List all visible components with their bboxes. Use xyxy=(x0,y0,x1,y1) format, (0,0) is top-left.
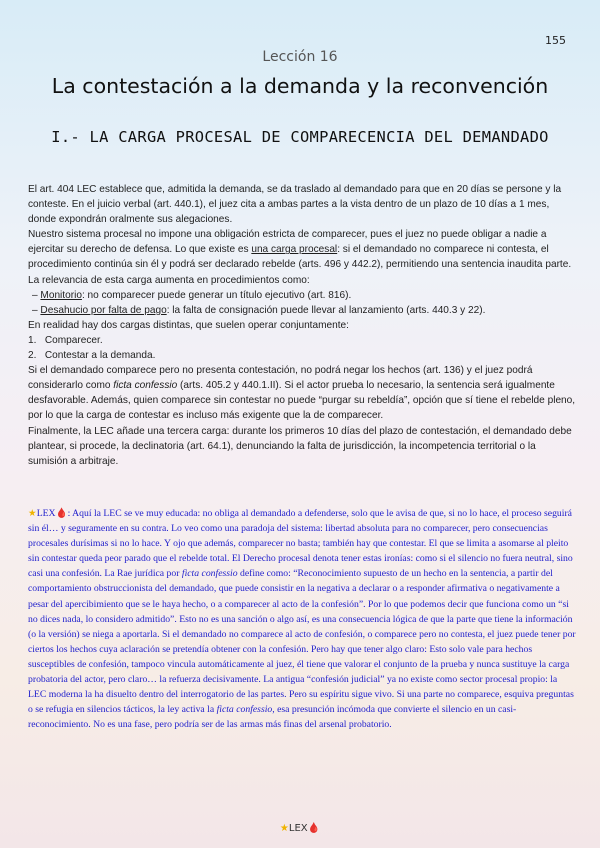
text-span: define como: “Reconocimiento supuesto de un hecho en la sentencia, a partir del comportamiento obstruccionista del demandado, que puede consistir en la negativa a declarar o a responder afirmativa o negativamente a pesar del apercibimiento que se le haya hecho, o a comparecer al acto de la confesión”. Por lo que podemos decir que funciona como un “si no dices nada, lo considero admitido”. Esto no es una sanción o algo así, es una consecuencia lógica de que la parte que tiene la información (o la versión) se niega a aportarla. Si el demandado no comparece al acto de confesión, o comparece pero no contesta, el juez puede tener por ciertos los hechos cuya aclaración se pretendía obtener con la confesión. Pero hay que tener algo claro: Esto solo vale para hechos susceptibles de confesión, tampoco vincula automáticamente al juez, él tiene que valorar el conjunto de la prueba y nunca sustituye la carga probatoria del actor, pero claro… la refuerza decisivamente. La antigua “confesión judicial” ya no existe como sector procesal propio: la LEC moderna la ha disuelto dentro del interrogatorio de las partes. Pero su espíritu sigue vivo. Si una parte no comparece, esquiva preguntas o se refugia en silencios tácticos, la ley activa la xyxy=(28,568,576,716)
text-span: : no comparecer puede generar un título ejecutivo (art. 816). xyxy=(81,289,352,301)
text-span: Contestar a la demanda. xyxy=(44,350,156,362)
text-span: (arts. 405.2 y 440.1.II). Si el actor prueba lo necesario, la sentencia será igualmente desfavorable. Además, quien comparece sin contestar no puede “purgar su rebeldía”, opción que sí tiene el rebelde pleno, por lo que la carga de contestar es incluso más exigente que la de comparecer. xyxy=(28,380,576,422)
note-paragraph xyxy=(28,506,576,732)
blood-drop-icon: 🩸 xyxy=(307,823,321,834)
note-brand: LEX xyxy=(36,508,56,519)
numbered-item: 2. Contestar a la demanda. xyxy=(28,350,156,362)
text-span: , esa presunción incómoda que convierte el silencio en un casi-reconocimiento. No es una fase, pero podría ser de las armas más finas del arsenal probatorio. xyxy=(28,704,517,731)
paragraph xyxy=(28,227,576,272)
text-span: Si el demandado comparece pero no presenta contestación, no podrá negar los hechos (art. 136) y el juez podrá considerarlo como xyxy=(28,365,533,392)
text-span: : si el demandado no comparece ni contesta, el procedimiento continúa sin él y podrá ser declarado rebelde (arts. 496 y 442.2), permitiendo una sentencia inaudita parte. xyxy=(28,244,572,271)
star-icon: ★ xyxy=(279,823,289,834)
list-item: – Monitorio: no comparecer puede generar un título ejecutivo (art. 816). xyxy=(32,289,352,301)
italic-term: ficta confessio xyxy=(216,704,273,716)
underlined-term: Desahucio por falta de pago xyxy=(40,304,167,316)
lesson-label: Lección 16 xyxy=(262,49,338,65)
footer-brand xyxy=(0,823,600,834)
body-text xyxy=(28,182,576,469)
text-span: Comparecer. xyxy=(44,334,103,346)
footer-brand-label: LEX xyxy=(288,823,308,834)
blood-drop-icon: 🩸 xyxy=(55,508,68,519)
star-icon: ★ xyxy=(28,508,37,519)
page-number: 155 xyxy=(545,34,566,47)
paragraph: Finalmente, la LEC añade una tercera carga: durante los primeros 10 días del plazo de contestación, el demandado debe plantear, si procede, la declinatoria (art. 64.1), denunciando la falta de jurisdicción, la incompetencia territorial o la sumisión a arbitraje. xyxy=(28,425,572,467)
underlined-term: una carga procesal xyxy=(251,244,338,256)
paragraph: La relevancia de esta carga aumenta en procedimientos como: xyxy=(28,274,310,286)
italic-term: ficta confessio xyxy=(113,380,178,392)
paragraph: En realidad hay dos cargas distintas, que suelen operar conjuntamente: xyxy=(28,319,349,331)
paragraph xyxy=(28,363,576,423)
text-span: : la falta de consignación puede llevar al lanzamiento (arts. 440.3 y 22). xyxy=(166,304,486,316)
paragraph: El art. 404 LEC establece que, admitida la demanda, se da traslado al demandado para que en 20 días se persone y la conteste. En el juicio verbal (art. 440.1), el juez cita a ambas partes a la vista dentro de un plazo de 10 días a 1 mes, donde expondrán oralmente sus alegaciones. xyxy=(28,184,562,226)
list-item: – Desahucio por falta de pago: la falta de consignación puede llevar al lanzamiento (arts. 440.3 y 22). xyxy=(32,304,486,316)
section-heading: I.- LA CARGA PROCESAL DE COMPARECENCIA DEL DEMANDADO xyxy=(51,128,549,146)
italic-term: ficta confessio xyxy=(181,568,238,580)
text-span: Nuestro sistema procesal no impone una obligación estricta de comparecer, pues el juez no puede obligar a nadie a ejercitar su derecho de defensa. Lo que existe es xyxy=(28,229,547,256)
lex-note xyxy=(28,506,576,732)
page-title: La contestación a la demanda y la reconvención xyxy=(51,74,549,98)
text-span: : Aquí la LEC se ve muy educada: no obliga al demandado a defenderse, solo que le avisa de que, si no lo hace, el proceso seguirá sin él… y seguramente en su contra. Lo veo como una paradoja del sistema: libertad absoluta para no comparecer, pero consecuencias procesales durísimas si no lo hace. Y ojo que además, comparecer no basta; también hay que contestar. El que se limita a asomarse al pleito sin contestar queda peor parado que el rebelde total. El Derecho procesal denota tener estas ironías: como si el silencio no fuera neutral, sino casi una confesión. La Rae jurídica por xyxy=(28,508,573,580)
numbered-item: 1. Comparecer. xyxy=(28,334,103,346)
underlined-term: Monitorio xyxy=(40,289,82,301)
